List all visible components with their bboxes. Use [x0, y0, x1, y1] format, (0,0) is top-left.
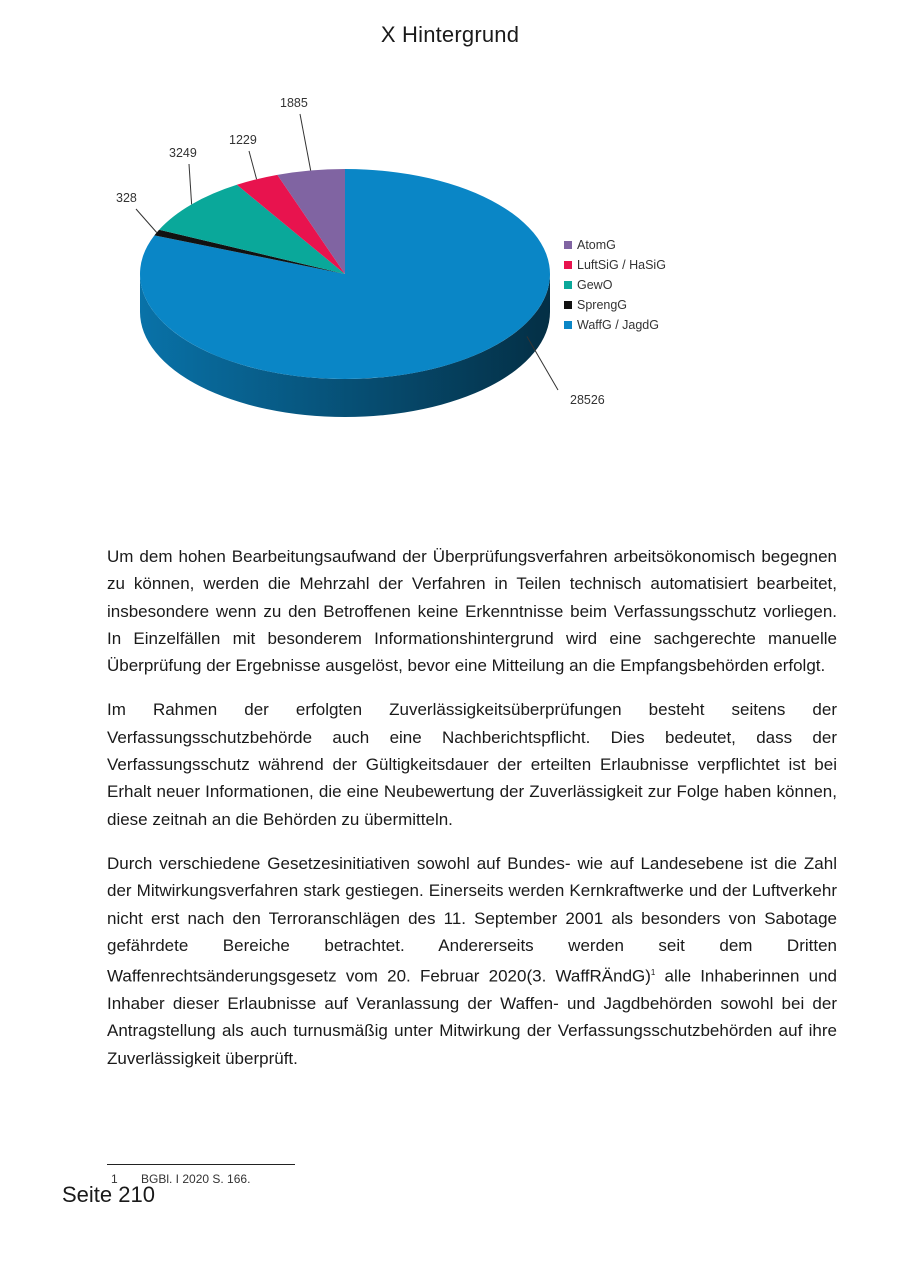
leader-line-atomg: [300, 114, 311, 170]
legend-label-gewo: GewO: [577, 278, 613, 292]
leader-line-waffg-jagdg: [527, 336, 558, 390]
legend-label-luftsig-hasig: LuftSiG / HaSiG: [577, 258, 666, 272]
footnote-divider: [107, 1164, 295, 1165]
paragraph-3: [107, 850, 837, 1072]
page-title: X Hintergrund: [380, 22, 520, 47]
pie-chart: [100, 90, 700, 430]
data-label-luftsig-hasig: 1229: [229, 133, 257, 147]
legend-swatch-atomg: [564, 241, 572, 249]
legend-label-atomg: AtomG: [577, 238, 616, 252]
legend-label-waffg-jagdg: WaffG / JagdG: [577, 318, 659, 332]
leader-line-luftsig-hasig: [249, 151, 257, 179]
legend-swatch-luftsig-hasig: [564, 261, 572, 269]
data-label-gewo: 3249: [169, 146, 197, 160]
legend-swatch-waffg-jagdg: [564, 321, 572, 329]
data-label-sprengg: 328: [116, 191, 137, 205]
paragraph-3-text-a: Durch verschiedene Gesetzesinitiativen sowohl auf Bundes- wie auf Landesebene ist die Zahl der Mitwirkungsverfahren stark gestiegen. Einerseits werden Kernkraftwerke und der Luftverkehr nicht erst nach den Terroranschlägen des 11. September 2001 als besonders von Sabotage gefährdete Bereiche betrachtet. Andererseits werden seit dem Dritten Waffenrechtsänderungsgesetz vom 20. Februar 2020(3. WaffRÄndG): [107, 853, 837, 986]
footnote-number: 1: [111, 1172, 118, 1186]
legend-label-sprengg: SprengG: [577, 298, 628, 312]
legend-swatch-sprengg: [564, 301, 572, 309]
leader-line-sprengg: [136, 209, 157, 233]
paragraph-1: Um dem hohen Bearbeitungsaufwand der Überprüfungsverfahren arbeitsökonomisch begegnen zu können, werden die Mehrzahl der Verfahren in Teilen technisch automatisiert bearbeitet, insbesondere wenn zu den Betroffenen keine Erkenntnisse beim Verfassungsschutz vorliegen. In Einzelfällen mit besonderem Informationshintergrund wird eine sachgerechte manuelle Überprüfung der Ergebnisse ausgelöst, bevor eine Mitteilung an die Empfangsbehörden erfolgt.: [107, 547, 837, 676]
leader-line-gewo: [189, 164, 192, 204]
paragraph-2: Im Rahmen der erfolgten Zuverlässigkeitsüberprüfungen besteht seitens der Verfassungsschutzbehörde auch eine Nachberichtspflicht. Dies bedeutet, dass der Verfassungsschutz während der Gültigkeitsdauer der erteilten Erlaubnisse verpflichtet ist bei Erhalt neuer Informationen, die eine Neubewertung der Zuverlässigkeit zur Folge haben können, diese zeitnah an die Behörden zu übermitteln.: [107, 700, 837, 829]
footnote-reference[interactable]: 1: [650, 968, 656, 978]
data-label-atomg: 1885: [280, 96, 308, 110]
paragraph-3-text-b: alle Inhaberinnen und Inhaber dieser Erlaubnisse auf Veranlassung der Waffen- und Jagdbehörden sowohl bei der Antragstellung als auch turnusmäßig unter Mitwirkung der Verfassungsschutzbehörden auf ihre Zuverlässigkeit überprüft.: [107, 966, 838, 1068]
legend-swatch-gewo: [564, 281, 572, 289]
data-label-waffg-jagdg: 28526: [570, 393, 605, 407]
page-number: Seite 210: [62, 1182, 155, 1207]
body-text: [107, 543, 837, 1089]
footnote-text: BGBl. I 2020 S. 166.: [141, 1172, 251, 1186]
